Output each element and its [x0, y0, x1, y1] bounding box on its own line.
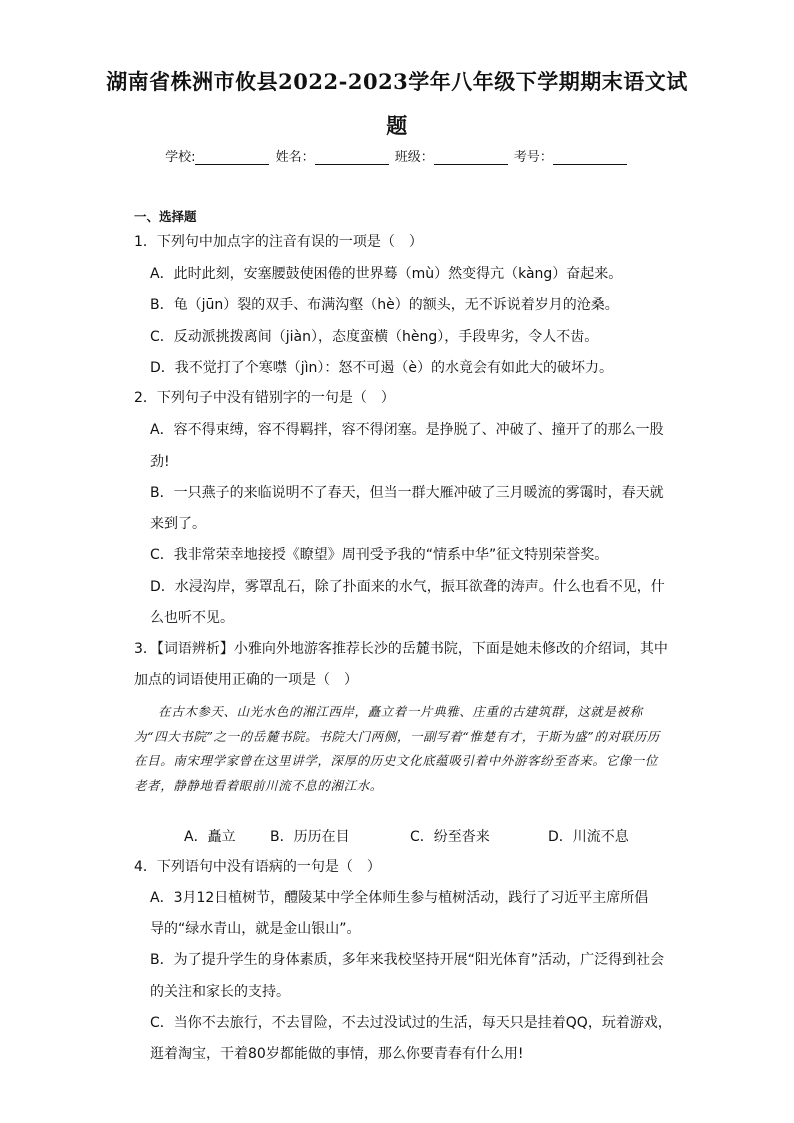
- class-blank: [434, 151, 508, 165]
- number-blank: [553, 151, 627, 165]
- q4-option-b-line1: B．为了提升学生的身体素质，多年来我校坚持开展“阳光体育”活动，广泛得到社会: [150, 952, 665, 968]
- q3-option-c: C．纷至沓来: [410, 829, 490, 845]
- q4-stem: 4．下列语句中没有语病的一句是（ ）: [134, 859, 381, 875]
- q2-option-a-line2: 劲!: [150, 454, 170, 470]
- q3-stem-line2: 加点的词语使用正确的一项是（ ）: [134, 672, 358, 688]
- q1-option-c: C．反动派挑拨离间（jiàn），态度蛮横（hèng），手段卑劣，令人不齿。: [150, 329, 599, 345]
- exam-title-line2: 题: [386, 113, 408, 138]
- q1-option-d: D．我不觉打了个寒噤（jìn）：怒不可遏（è）的水竟会有如此大的破坏力。: [150, 360, 614, 376]
- name-label: 姓名：: [275, 150, 315, 165]
- exam-title-line1: 湖南省株洲市攸县2022-2023学年八年级下学期期末语文试: [106, 69, 688, 94]
- q1-option-a: A．此时此刻，安塞腰鼓使困倦的世界蓦（mù）然变得亢（kàng）奋起来。: [150, 266, 623, 282]
- q4-option-c-line2: 逛着淘宝，干着80岁都能做的事情，那么你要青春有什么用!: [150, 1046, 524, 1062]
- school-blank: [195, 151, 269, 165]
- q2-option-d-line2: 么也听不见。: [150, 610, 234, 626]
- q3-passage: 在古木参天、山光水色的湘江西岸，矗立着一片典雅、庄重的古建筑群，这就是被称为“四大书院”之一的岳麓书院。书院大门两侧，一副写着“惟楚有才，于斯为盛”的对联历历在目。南宋理学家曾在这里讲学，深厚的历史文化底蕴吸引着中外游客纷至沓来。它像一位老者，静静地看着眼前川流不息的湘江水。: [134, 704, 660, 793]
- q4-option-a-line2: 导的“绿水青山，就是金山银山”。: [150, 921, 361, 937]
- q3-stem-line1: 3．【词语辨析】小雅向外地游客推荐长沙的岳麓书院，下面是她未修改的介绍词，其中: [134, 641, 668, 657]
- q3-option-a: A．矗立: [184, 829, 236, 845]
- q4-option-b-line2: 的关注和家长的支持。: [150, 984, 290, 1000]
- class-label: 班级：: [394, 150, 434, 165]
- q1-stem: 1．下列句中加点字的注音有误的一项是（ ）: [134, 234, 423, 250]
- student-info-row: [0, 146, 794, 165]
- name-blank: [315, 151, 389, 165]
- q2-option-d-line1: D．水浸沟岸，雾罩乱石，除了扑面来的水气，振耳欲聋的涛声。什么也看不见，什: [150, 579, 665, 595]
- q3-option-b: B．历历在目: [270, 829, 350, 845]
- section-heading: 一、选择题: [134, 209, 197, 224]
- q2-stem: 2．下列句子中没有错别字的一句是（ ）: [134, 390, 395, 406]
- q1-option-b: B．龟（jūn）裂的双手、布满沟壑（hè）的额头，无不诉说着岁月的沧桑。: [150, 297, 619, 313]
- q2-option-b-line1: B．一只燕子的来临说明不了春天，但当一群大雁冲破了三月暖流的雾霭时，春天就: [150, 485, 664, 501]
- q2-option-c: C．我非常荣幸地接授《瞭望》周刊受予我的“情系中华”征文特别荣誉奖。: [150, 547, 609, 563]
- school-label: 学校:: [165, 150, 196, 165]
- q2-option-b-line2: 来到了。: [150, 516, 206, 532]
- q4-option-c-line1: C．当你不去旅行，不去冒险，不去过没试过的生活，每天只是挂着QQ，玩着游戏，: [150, 1015, 672, 1031]
- q3-option-d: D．川流不息: [548, 829, 629, 845]
- q2-option-a-line1: A．容不得束缚，容不得羁拌，容不得闭塞。是挣脱了、冲破了、撞开了的那么一股: [150, 422, 664, 438]
- number-label: 考号：: [513, 150, 553, 165]
- q4-option-a-line1: A．3月12日植树节，醴陵某中学全体师生参与植树活动，践行了习近平主席所倡: [150, 890, 649, 906]
